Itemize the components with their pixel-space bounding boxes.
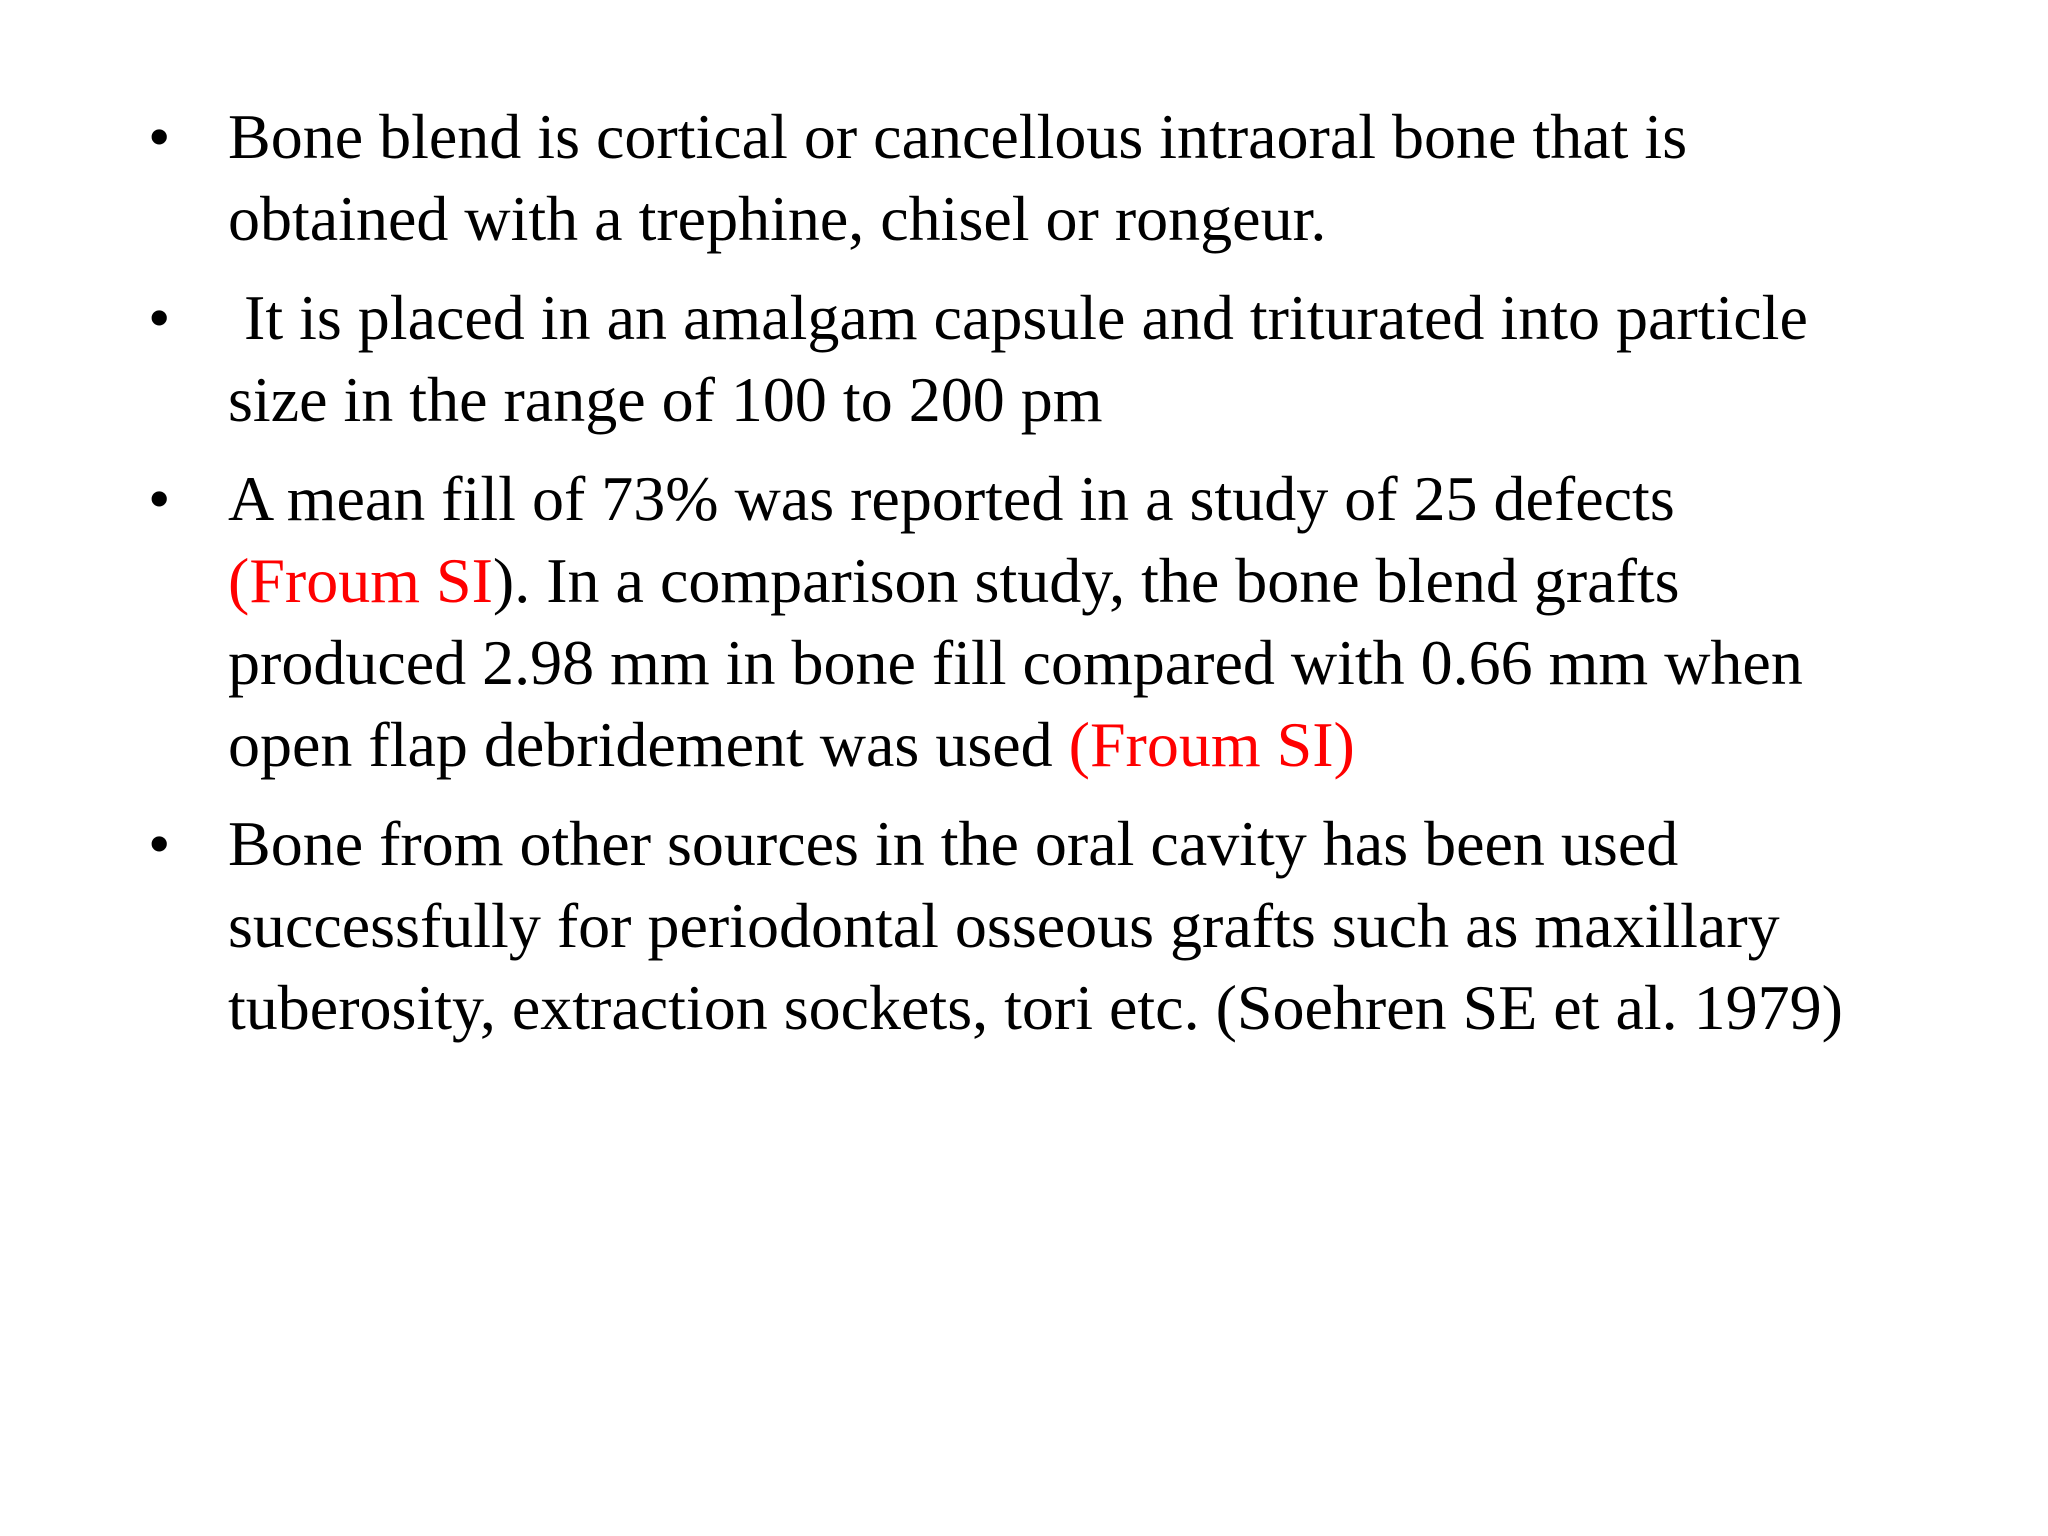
bullet-text-line: A mean fill of 73% was reported in a study of 25 defects bbox=[228, 463, 1675, 534]
bullet-item-amalgam-capsule bbox=[148, 277, 2028, 441]
bullet-text-line: size in the range of 100 to 200 pm bbox=[228, 364, 1103, 435]
bullet-item-mean-fill bbox=[148, 458, 2028, 786]
bullet-text-line: tuberosity, extraction sockets, tori etc. (Soehren SE et al. 1979) bbox=[228, 972, 1843, 1043]
bullet-text-line bbox=[228, 704, 2028, 786]
bullet-text-line: It is placed in an amalgam capsule and triturated into particle bbox=[228, 282, 1808, 353]
bullet-text-line: produced 2.98 mm in bone fill compared with 0.66 mm when bbox=[228, 627, 1803, 698]
bullet-text-line bbox=[228, 540, 2028, 622]
bullet-text-line: successfully for periodontal osseous grafts such as maxillary bbox=[228, 890, 1780, 961]
bullet-list bbox=[148, 96, 2028, 1066]
bullet-text-line: Bone blend is cortical or cancellous intraoral bone that is bbox=[228, 101, 1688, 172]
bullet-point-icon: • bbox=[148, 282, 171, 353]
bullet-point-icon: • bbox=[148, 101, 171, 172]
bullet-text-line: obtained with a trephine, chisel or rongeur. bbox=[228, 183, 1327, 254]
bullet-item-other-sources bbox=[148, 803, 2028, 1049]
bullet-item-bone-blend bbox=[148, 96, 2028, 260]
bullet-text-segment: ). In a comparison study, the bone blend grafts bbox=[492, 545, 1680, 616]
bullet-point-icon: • bbox=[148, 463, 171, 534]
bullet-point-icon: • bbox=[148, 808, 171, 879]
citation-froum: (Froum SI) bbox=[1068, 709, 1355, 780]
bullet-text-line: Bone from other sources in the oral cavity has been used bbox=[228, 808, 1679, 879]
bullet-text-segment: open flap debridement was used bbox=[228, 709, 1069, 780]
citation-froum: (Froum SI bbox=[228, 545, 493, 616]
